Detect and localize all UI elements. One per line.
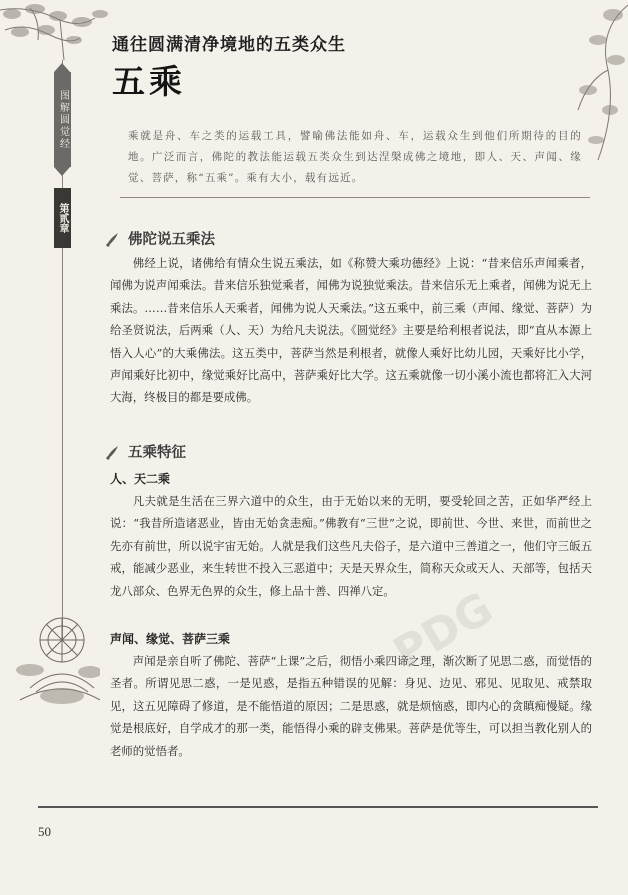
chapter-ribbon	[54, 188, 71, 248]
section-kicker: 通往圆满清净境地的五类众生	[112, 35, 346, 55]
subsection-heading: 声闻、缘觉、菩萨三乘	[110, 632, 231, 646]
paragraph-text: 佛经上说，诸佛给有情众生说五乘法，如《称赞大乘功德经》上说：“昔来信乐声闻乘者，闻佛为说声闻乘法。昔来信乐独觉乘者，闻佛为说独觉乘法。昔来信乐无上乘者，闻佛为说无上乘法。……昔来信乐人天乘者，闻佛为说人天乘法。”这五乘中，前三乘（声闻、缘觉、菩萨）为给圣贤说法，后两乘（人、天）为给凡夫说法。《圆觉经》主要是给利根者说法，即“直从本源上悟入人心”的大乘佛法。这五类中，菩萨当然是利根者，就像人乘好比幼儿园，天乘好比小学，声闻乘好比初中，缘觉乘好比高中，菩萨乘好比大学。这五乘就像一切小溪小流也都将汇入大河大海，终极目的都是要成佛。	[110, 256, 592, 405]
ribbon-label: 图解圆觉经	[57, 89, 69, 150]
page-number: 50	[38, 824, 51, 839]
body-paragraph	[110, 650, 592, 762]
intro-paragraph: 乘就是舟、车之类的运载工具，譬喻佛法能如舟、车，运载众生到他们所期待的目的地。广泛而言，佛陀的教法能运载五类众生到达涅槃成佛之境地，即人、天、声闻、缘觉、菩萨，称“五乘”。乘有大小，载有远近。	[128, 130, 582, 184]
section-heading-text: 五乘特征	[128, 445, 186, 461]
divider	[120, 197, 590, 198]
body-paragraph	[110, 490, 592, 602]
section-heading-text: 佛陀说五乘法	[128, 232, 215, 248]
footer-rule	[38, 806, 598, 808]
lotus-illustration	[0, 600, 100, 720]
paragraph-text: 凡夫就是生活在三界六道中的众生，由于无始以来的无明，要受轮回之苦，正如华严经上说：“我昔所造诸恶业，皆由无始贪恚痴。”佛教有“三世”之说，即前世、今世、来世，而前世之先亦有前世，所以说宇宙无始。人就是我们这些凡夫俗子，是六道中三善道之一，他们守三皈五戒，能减少恶业，来生转世不投入三恶道中；天是天界众生，简称天众或天人、天部等，包括天龙八部众、色界无色界的众生，修上品十善、四禅八定。	[110, 494, 592, 598]
subsection-heading: 人、天二乘	[110, 472, 171, 486]
book-title-ribbon	[54, 72, 71, 167]
page-title: 五乘	[112, 62, 186, 101]
brush-icon	[104, 230, 122, 248]
body-paragraph	[110, 252, 592, 409]
watermark-text: PDG	[385, 582, 502, 680]
brush-icon	[104, 443, 122, 461]
paragraph-text: 声闻是亲自听了佛陀、菩萨“上课”之后，彻悟小乘四谛之理，渐次断了见思二惑，而觉悟的圣者。所谓见思二惑，一是见惑，是指五种错误的见解：身见、边见、邪见、见取见、戒禁取见，这五见障碍了修道，是不能悟道的原因；二是思惑，就是烦恼惑，即内心的贪瞋痴慢疑。缘觉是根底好，自学成才的那一类，能悟得小乘的辟支佛果。菩萨是优等生，可以担当教化别人的老师的觉悟者。	[110, 654, 592, 758]
chapter-label: 第贰章	[57, 203, 68, 233]
section-heading	[104, 228, 215, 249]
left-decorative-rail	[0, 0, 98, 895]
section-heading	[104, 441, 186, 462]
